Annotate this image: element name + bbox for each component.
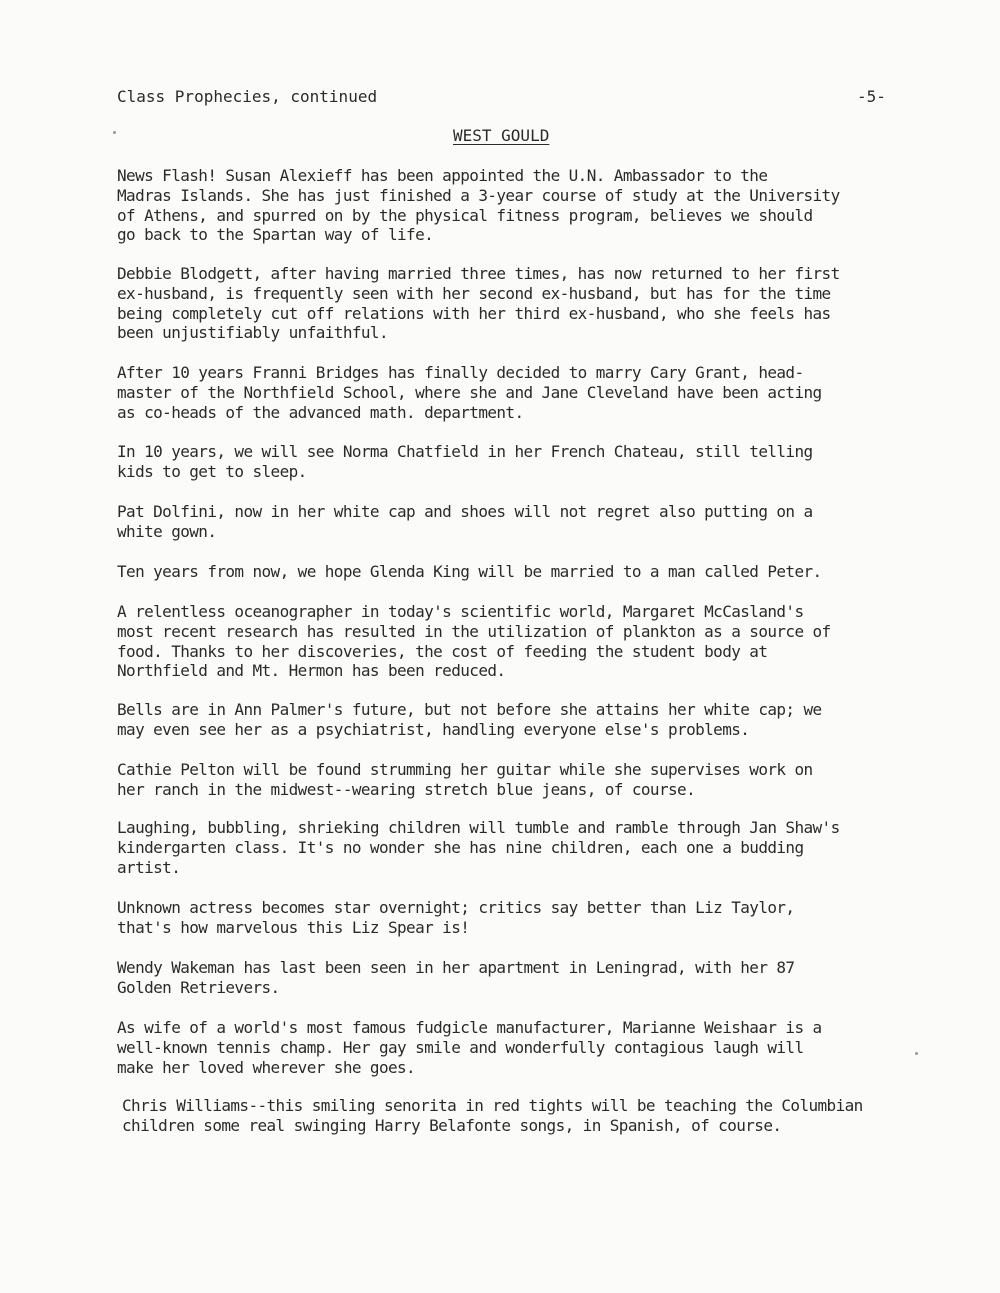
section-label: Class Prophecies, continued (117, 87, 378, 106)
page-title: WEST GOULD (453, 126, 550, 145)
paragraph-weishaar: As wife of a world's most famous fudgicle manufacturer, Marianne Weishaar is a well-known tennis champ. Her gay smile and wonderfully contagious laugh will make her loved wherever she goes. (117, 1018, 822, 1077)
paragraph-blodgett: Debbie Blodgett, after having married three times, has now returned to her first ex-husband, is frequently seen with her second ex-husband, but has for the time being completely cut off relations with her third ex-husband, who she feels has been unjustifiably unfaithful. (117, 264, 840, 343)
paragraph-shaw: Laughing, bubbling, shrieking children will tumble and ramble through Jan Shaw's kindergarten class. It's no wonder she has nine children, each one a budding artist. (117, 818, 840, 877)
paper-speck (915, 1052, 918, 1055)
paragraph-wakeman: Wendy Wakeman has last been seen in her apartment in Leningrad, with her 87 Golden Retrievers. (117, 958, 795, 997)
paragraph-mccasland: A relentless oceanographer in today's scientific world, Margaret McCasland's most recent research has resulted in the utilization of plankton as a source of food. Thanks to her discoveries, the cost of feeding the student body at Northfield and Mt. Hermon has been reduced. (117, 602, 831, 681)
paper-speck (113, 131, 116, 134)
paragraph-pelton: Cathie Pelton will be found strumming her guitar while she supervises work on her ranch in the midwest--wearing stretch blue jeans, of course. (117, 760, 813, 799)
paragraph-alexieff: News Flash! Susan Alexieff has been appointed the U.N. Ambassador to the Madras Islands. She has just finished a 3-year course of study at the University of Athens, and spurred on by the physical fitness program, believes we should go back to the Spartan way of life. (117, 166, 840, 245)
paragraph-palmer: Bells are in Ann Palmer's future, but not before she attains her white cap; we may even see her as a psychiatrist, handling everyone else's problems. (117, 700, 822, 739)
page-number: -5- (857, 87, 886, 106)
paragraph-chatfield: In 10 years, we will see Norma Chatfield in her French Chateau, still telling kids to get to sleep. (117, 442, 813, 481)
paragraph-king: Ten years from now, we hope Glenda King will be married to a man called Peter. (117, 562, 822, 581)
paragraph-williams: Chris Williams--this smiling senorita in red tights will be teaching the Columbian children some real swinging Harry Belafonte songs, in Spanish, of course. (122, 1096, 863, 1135)
paragraph-bridges: After 10 years Franni Bridges has finally decided to marry Cary Grant, head- master of the Northfield School, where she and Jane Cleveland have been acting as co-heads of the advanced math. department. (117, 363, 822, 422)
paragraph-dolfini: Pat Dolfini, now in her white cap and shoes will not regret also putting on a white gown. (117, 502, 813, 541)
paragraph-spear: Unknown actress becomes star overnight; critics say better than Liz Taylor, that's how marvelous this Liz Spear is! (117, 898, 795, 937)
